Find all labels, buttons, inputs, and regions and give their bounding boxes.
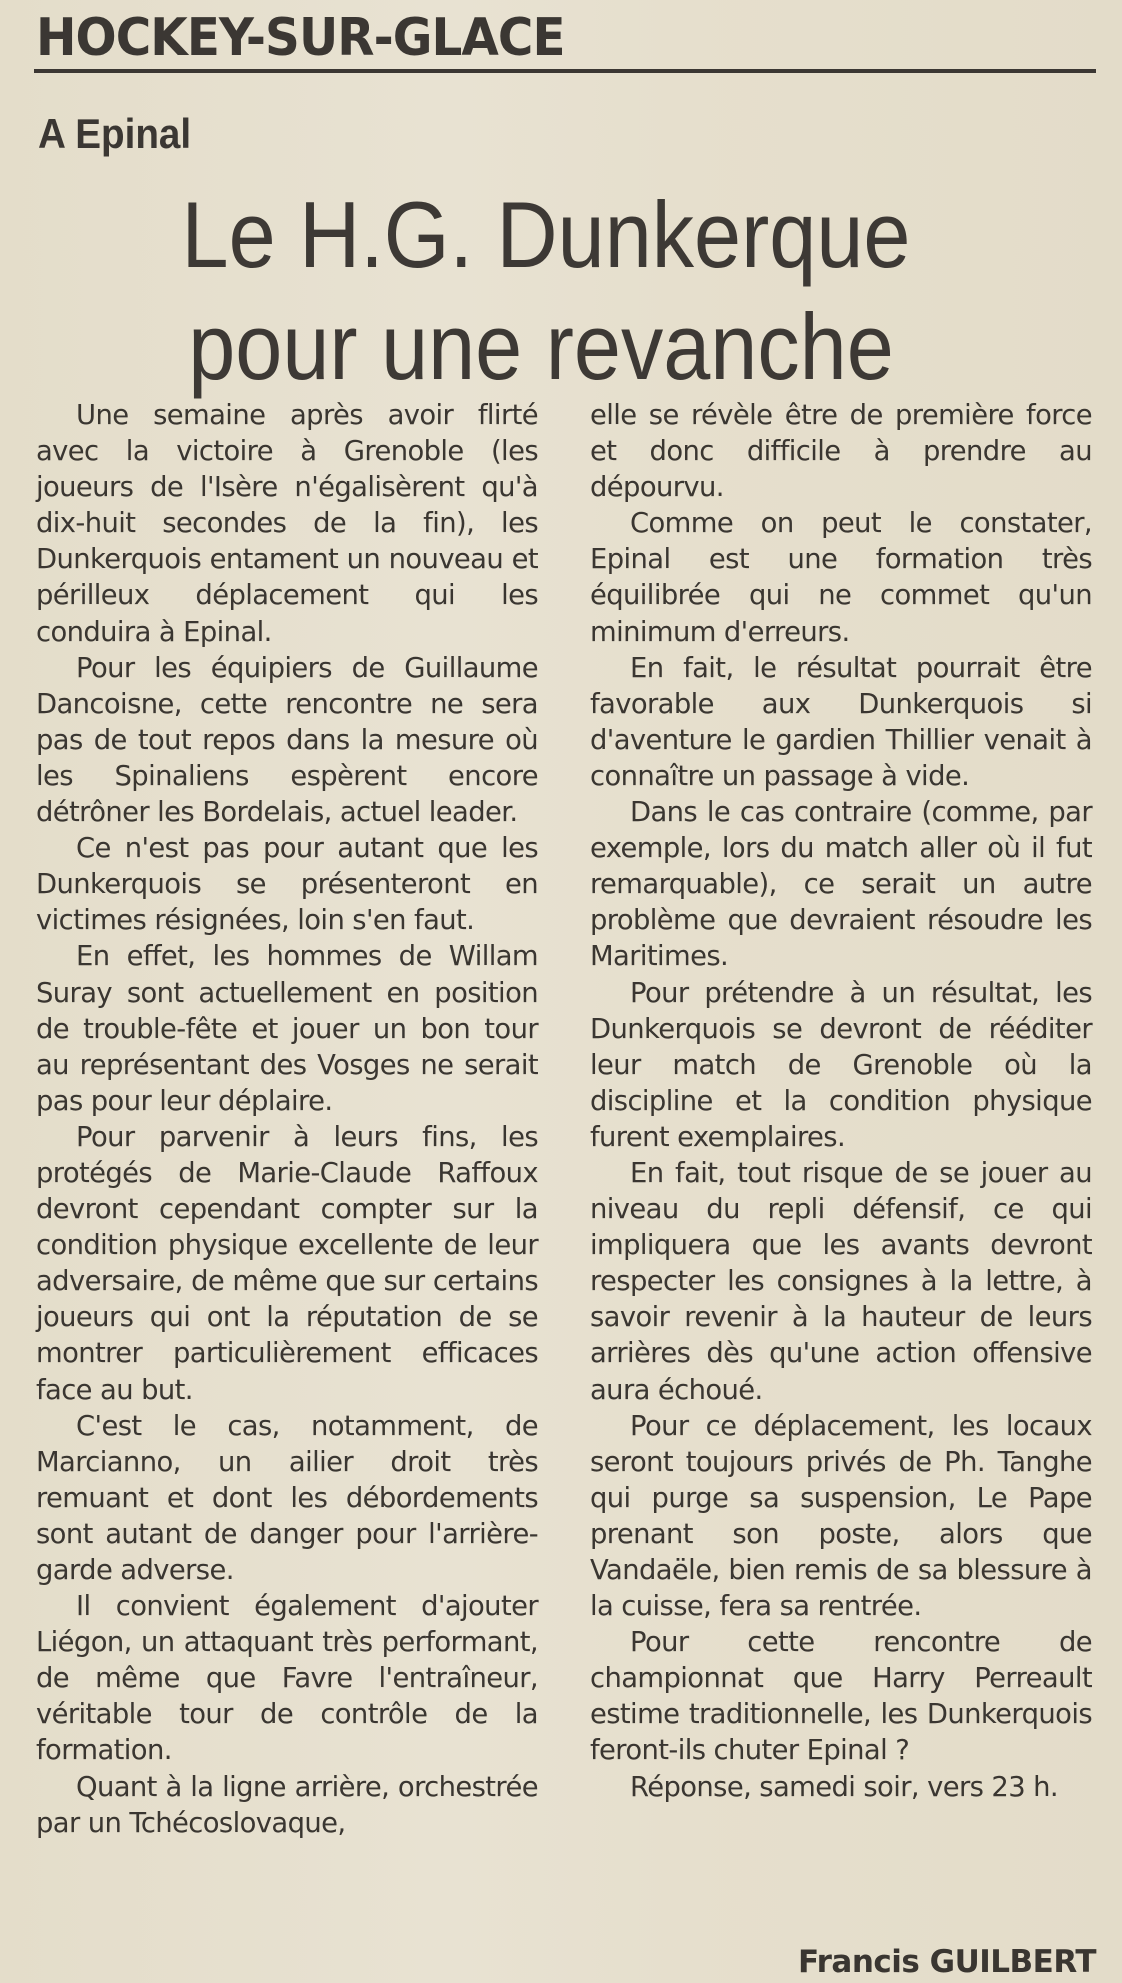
- article-column-left: [36, 398, 538, 1842]
- paragraph: Pour cette rencontre de championnat que Harry Perreault estime traditionnelle, les Dunkerquois feront-ils chuter Epinal ?: [590, 1627, 1092, 1767]
- kicker: A Epinal: [38, 110, 192, 157]
- paragraph: Pour parvenir à leurs fins, les protégés de Marie-Claude Raffoux devront cependant compter sur la condition physique excellente de leur adversaire, de même que sur certains joueurs qui ont la réputation de se montrer particulièrement efficaces face au but.: [36, 1121, 538, 1406]
- headline-line-1: Le H.G. Dunkerque: [181, 182, 911, 287]
- paragraph: Quant à la ligne arrière, orchestrée par un Tchécoslovaque,: [36, 1771, 538, 1839]
- section-rubric: HOCKEY-SUR-GLACE: [36, 8, 565, 68]
- paragraph: Comme on peut le constater, Epinal est une formation très équilibrée qui ne commet qu'un minimum d'erreurs.: [590, 508, 1092, 648]
- paragraph: Pour prétendre à un résultat, les Dunkerquois se devront de rééditer leur match de Grenoble où la discipline et la condition physique furent exemplaires.: [590, 977, 1092, 1153]
- paragraph: Dans le cas contraire (comme, par exemple, lors du match aller où il fut remarquable), ce serait un autre problème que devraient résoudre les Maritimes.: [590, 797, 1092, 973]
- paragraph: En fait, tout risque de se jouer au niveau du repli défensif, ce qui impliquera que les avants devront respecter les consignes à la lettre, à savoir revenir à la hauteur de leurs arrières dès qu'une action offensive aura échoué.: [590, 1157, 1092, 1406]
- paragraph: En effet, les hommes de Willam Suray sont actuellement en position de trouble-fête et jouer un bon tour au représentant des Vosges ne serait pas pour leur déplaire.: [36, 941, 538, 1117]
- paragraph: Pour les équipiers de Guillaume Dancoisne, cette rencontre ne sera pas de tout repos dans la mesure où les Spinaliens espèrent encore détrôner les Bordelais, actuel leader.: [36, 652, 538, 829]
- paragraph: Réponse, samedi soir, vers 23 h.: [630, 1771, 1059, 1803]
- headline-line-2: pour une revanche: [188, 294, 894, 399]
- paragraph: Il convient également d'ajouter Liégon, un attaquant très performant, de même que Favre l'entraîneur, véritable tour de contrôle de la formation.: [36, 1591, 538, 1767]
- paragraph: Une semaine après avoir flirté avec la victoire à Grenoble (les joueurs de l'Isère n'égalisèrent qu'à dix-huit secondes de la fin), les Dunkerquois entament un nouveau et périlleux déplacement qui les conduira à Epinal.: [36, 400, 538, 648]
- paragraph: C'est le cas, notamment, de Marcianno, un ailier droit très remuant et dont les débordements sont autant de danger pour l'arrière-garde adverse.: [36, 1410, 538, 1586]
- rubric-rule: [34, 69, 1096, 73]
- paragraph: Pour ce déplacement, les locaux seront toujours privés de Ph. Tanghe qui purge sa suspension, Le Pape prenant son poste, alors que Vandaële, bien remis de sa blessure à la cuisse, fera sa rentrée.: [590, 1410, 1092, 1623]
- paragraph: En fait, le résultat pourrait être favorable aux Dunkerquois si d'aventure le gardien Thillier venait à connaître un passage à vide.: [590, 652, 1092, 792]
- paragraph: elle se révèle être de première force et donc difficile à prendre au dépourvu.: [590, 400, 1092, 504]
- paragraph: Ce n'est pas pour autant que les Dunkerquois se présenteront en victimes résignées, loin s'en faut.: [36, 833, 538, 937]
- author-byline: Francis GUILBERT: [797, 1944, 1096, 1980]
- article-column-right: [590, 398, 1092, 1806]
